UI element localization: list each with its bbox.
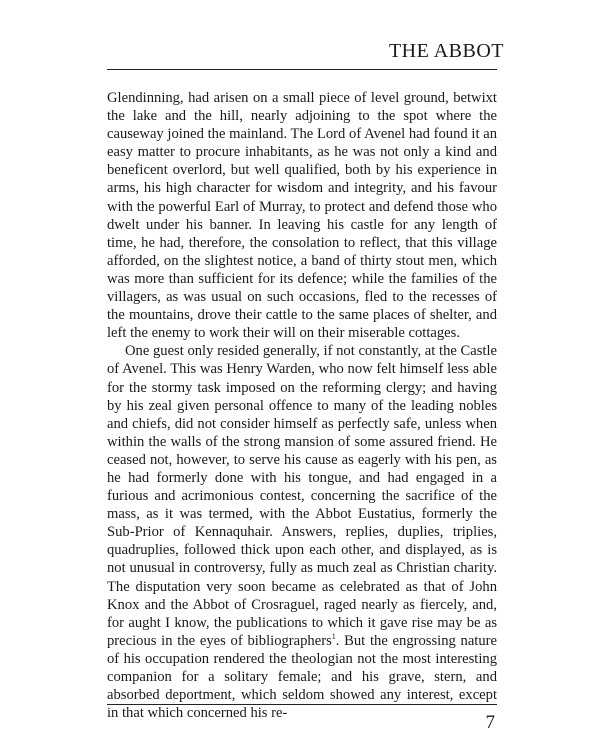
footer-rule xyxy=(107,704,497,705)
paragraph-2-text-a: One guest only resided generally, if not constantly, at the Castle of Avenel. This was Henry Warden, who now felt himself less able for the stormy task imposed on the reforming clergy; and having by his zeal given personal offence to many of the leading nobles and chiefs, did not consider himself as perfectly safe, unless when within the walls of the strong mansion of some assured friend. He ceased not, however, to serve his cause as eagerly with his pen, as he had formerly done with his tongue, and had engaged in a furious and acrimonious contest, concerning the sacrifice of the mass, as it was termed, with the Abbot Eustatius, formerly the Sub-Prior of Kennaquhair. Answers, replies, duplies, triplies, quadruplies, followed thick upon each other, and displayed, as is not unusual in controversy, fully as much zeal as Christian charity. The disputation very soon became as celebrated as that of John Knox and the Abbot of Crosraguel, raged nearly as fiercely, and, for aught I know, the publications to which it gave rise may be as precious in the eyes of bibliographers xyxy=(107,343,497,649)
running-head-title: THE ABBOT xyxy=(388,40,504,62)
header-rule xyxy=(107,69,497,70)
body-text xyxy=(107,89,497,722)
footnote-reference: 1 xyxy=(331,631,336,641)
page-number: 7 xyxy=(485,712,495,733)
paragraph-2 xyxy=(107,342,497,722)
paragraph-2-text-b: . But the engrossing nature of his occupation rendered the theologian not the most interesting companion for a solitary female; and his grave, stern, and absorbed deportment, which seldom showed any interest, except in that which concerned his re- xyxy=(107,632,498,722)
paragraph-1: Glendinning, had arisen on a small piece of level ground, betwixt the lake and the hill, nearly adjoining to the spot where the causeway joined the mainland. The Lord of Avenel had found it an easy matter to procure inhabitants, as he was not only a kind and beneficent overlord, but well qualified, both by his experience in arms, his high character for wisdom and integrity, and his favour with the powerful Earl of Murray, to protect and defend those who dwelt under his banner. In leaving his castle for any length of time, he had, therefore, the consolation to reflect, that this village afforded, on the slightest notice, a band of thirty stout men, which was more than sufficient for its defence; while the families of the villagers, as was usual on such occasions, fled to the recesses of the mountains, drove their cattle to the same places of shelter, and left the enemy to work their will on their miserable cottages. xyxy=(107,90,497,342)
